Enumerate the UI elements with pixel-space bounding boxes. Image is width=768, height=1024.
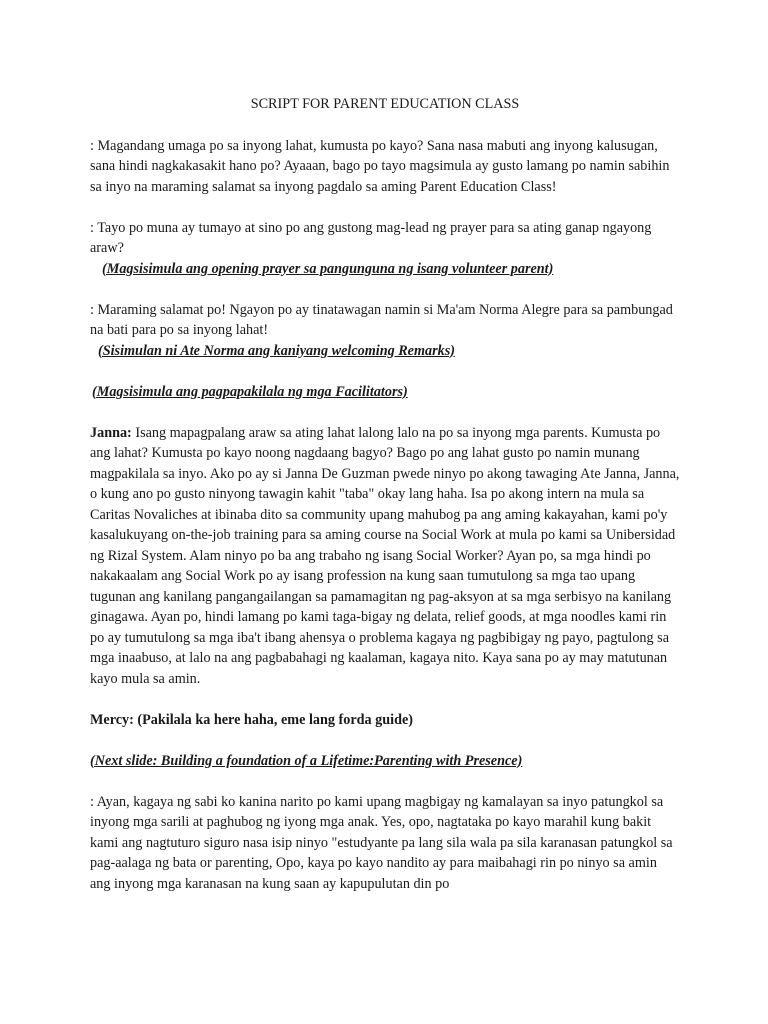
paragraph-janna (90, 423, 680, 690)
paragraph-greeting: : Magandang umaga po sa inyong lahat, kumusta po kayo? Sana nasa mabuti ang inyong kalusugan, sana hindi nagkakasakit hano po? Ayaaan, bago po tayo magsimula ay gusto lamang po namin sabihin sa inyo na maraming salamat sa inyong pagdalo sa aming Parent Education Class! (90, 137, 670, 195)
stage-direction-welcome: (Sisimulan ni Ate Norma ang kaniyang welcoming Remarks) (98, 342, 455, 359)
document-title: SCRIPT FOR PARENT EDUCATION CLASS (250, 96, 520, 112)
stage-direction-next-slide: (Next slide: Building a foundation of a Lifetime:Parenting with Presence) (90, 752, 523, 769)
stage-direction-facilitators: (Magsisimula ang pagpapakilala ng mga Facilitators) (92, 383, 408, 400)
prayer-text: : Tayo po muna ay tumayo at sino po ang gustong mag-lead ng prayer para sa ating ganap ngayong araw? (90, 219, 652, 256)
paragraph-mercy: Mercy: (Pakilala ka here haha, eme lang forda guide) (90, 711, 414, 728)
document-page (90, 94, 680, 915)
janna-text: Isang mapagpalang araw sa ating lahat lalong lalo na po sa inyong mga parents. Kumusta po ang lahat? Kumusta po kayo noong nagdaang bagyo? Bago po ang lahat gusto po namin munang magpakilala sa inyo. Ako po ay si Janna De Guzman pwede ninyo po akong tawaging Ate Janna, Janna, o kung ano po gusto ninyong tawagin kahit "taba" okay lang haha. Isa po akong intern na mula sa Caritas Novaliches at ibinaba dito sa community upang mahubog pa ang aming kakayahan, kami po'y kasalukuyang on-the-job training para sa aming course na Social Work at mula po kami sa Unibersidad ng Rizal System. Alam ninyo po ba ang trabaho ng isang Social Worker? Ayan po, sa mga hindi po nakakaalam ang Social Work po ay isang profession na kung saan tumutulong sa mga tao upang tugunan ang kanilang pangangailangan sa pamamagitan ng pag-aksyon at sa mga serbisyo na kanilang ginagawa. Ayan po, hindi lamang po kami taga-bigay ng delata, relief goods, at mga noodles kami rin po ay tumutulong sa mga iba't ibang ahensya o problema kagaya ng pagbibigay ng payo, pagtulong sa mga inaabuso, at lalo na ang pagbabahagi ng kaalaman, kagaya nito. Kaya sana po ay may matutunan kayo mula sa amin. (90, 424, 680, 687)
paragraph-next-slide (90, 751, 680, 772)
paragraph-welcome (90, 300, 680, 362)
welcome-text: : Maraming salamat po! Ngayon po ay tinatawagan namin si Ma'am Norma Alegre para sa pambungad na bati para po sa inyong lahat! (90, 301, 673, 338)
paragraph-facilitators (90, 382, 680, 403)
stage-direction-prayer: (Magsisimula ang opening prayer sa pangunguna ng isang volunteer parent) (102, 260, 554, 277)
paragraph-prayer (90, 218, 680, 280)
paragraph-awareness: : Ayan, kagaya ng sabi ko kanina narito po kami upang magbigay ng kamalayan sa inyo patungkol sa inyong mga sarili at paghubog ng iyong mga anak. Yes, opo, nagtataka po kayo marahil kung bakit kami ang nagtuturo siguro nasa isip ninyo "estudyante pa lang sila wala pa sila karanasan patungkol sa pag-aalaga ng bata or parenting, Opo, kaya po kayo nandito ay para maibahagi rin po ninyo sa amin ang inyong mga karanasan na kung saan ay kapupulutan din po (90, 793, 673, 892)
speaker-label-janna: Janna: (90, 424, 132, 441)
